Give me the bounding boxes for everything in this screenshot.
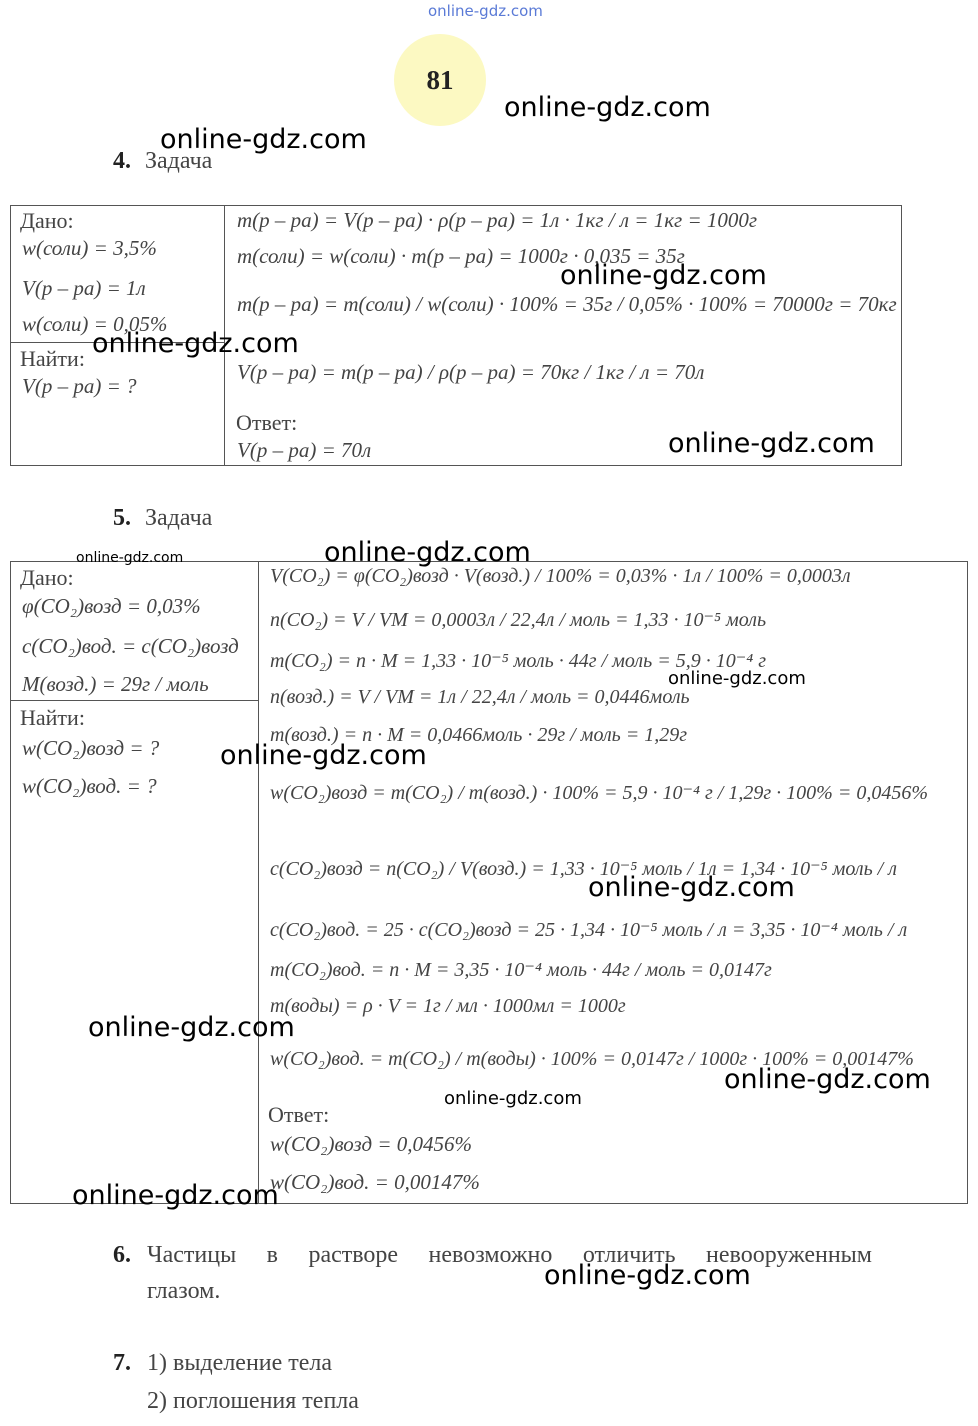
watermark: online-gdz.com [544, 1260, 751, 1291]
task4-given-1: w(соли) = 3,5% [22, 236, 157, 260]
task5-find-label: Найти: [20, 705, 85, 730]
task4-find-1: V(р – ра) = ? [22, 374, 137, 398]
watermark: online-gdz.com [560, 260, 767, 291]
task4-solution-3: m(р – ра) = m(соли) / w(соли) · 100% = 35г / 0,05% · 100% = 70000г = 70кг [237, 292, 897, 316]
task5-given-find-divider [10, 700, 258, 701]
task5-title: Задача [145, 505, 213, 531]
watermark: online-gdz.com [444, 1088, 582, 1109]
task4-number: 4. [113, 148, 131, 174]
watermark: online-gdz.com [588, 872, 795, 903]
task4-solution-4: V(р – ра) = m(р – ра) / ρ(р – ра) = 70кг / 1кг / л = 70л [237, 360, 705, 384]
task5-solution-11: w(CO₂)вод. = m(CO₂) / m(воды) · 100% = 0,0147г / 1000г · 100% = 0,00147% [270, 1048, 914, 1070]
task4-solution-1: m(р – ра) = V(р – ра) · ρ(р – ра) = 1л · 1кг / л = 1кг = 1000г [237, 208, 758, 232]
task4-solution-2: m(соли) = w(соли) · m(р – ра) = 1000г · 0,035 = 35г [237, 244, 685, 268]
task4-answer: V(р – ра) = 70л [237, 438, 372, 462]
task5-solution-1: V(CO₂) = φ(CO₂)возд · V(возд.) / 100% = 0,03% · 1л / 100% = 0,0003л [270, 565, 851, 587]
task5-heading [113, 505, 212, 532]
top-watermark: online-gdz.com [428, 2, 543, 20]
watermark: online-gdz.com [220, 740, 427, 771]
watermark: online-gdz.com [72, 1180, 279, 1211]
watermark: online-gdz.com [160, 124, 367, 155]
watermark: online-gdz.com [504, 92, 711, 123]
task5-find-2: w(CO₂)вод. = ? [22, 774, 157, 798]
task5-solution-3: m(CO₂) = n · M = 1,33 · 10⁻⁵ моль · 44г / моль = 5,9 · 10⁻⁴ г [270, 650, 767, 672]
watermark: online-gdz.com [324, 537, 531, 568]
task6-number: 6. [113, 1242, 131, 1268]
watermark: online-gdz.com [76, 550, 184, 566]
watermark: online-gdz.com [88, 1012, 295, 1043]
task5-solution-4: n(возд.) = V / VM = 1л / 22,4л / моль = 0,0446моль [270, 686, 690, 708]
watermark: online-gdz.com [668, 668, 806, 689]
task5-find-1: w(CO₂)возд = ? [22, 736, 160, 760]
task7-item-2: 2) поглошения тепла [147, 1388, 359, 1414]
task5-divider [258, 561, 259, 1203]
task4-given-3: w(соли) = 0,05% [22, 312, 168, 336]
task5-given-1: φ(CO₂)возд = 0,03% [22, 594, 201, 618]
page-number: 81 [394, 34, 486, 126]
task5-given-2: c(CO₂)вод. = c(CO₂)возд [22, 634, 239, 658]
task6-text-line2: глазом. [147, 1278, 221, 1304]
task5-number: 5. [113, 505, 131, 531]
task4-title: Задача [145, 148, 213, 174]
task7-item-1: 1) выделение тела [147, 1350, 333, 1376]
task6-text-line1: Частицы в растворе невозможно отличить невооруженным [147, 1242, 872, 1268]
task5-answer-2: w(CO₂)вод. = 0,00147% [270, 1170, 480, 1194]
task4-given-2: V(р – ра) = 1л [22, 276, 146, 300]
task4-given-label: Дано: [20, 208, 74, 233]
task7-number: 7. [113, 1350, 131, 1376]
task5-solution-10: m(воды) = ρ · V = 1г / мл · 1000мл = 1000г [270, 995, 626, 1017]
task4-find-label: Найти: [20, 346, 85, 371]
watermark: online-gdz.com [668, 428, 875, 459]
task5-solution-8: c(CO₂)вод. = 25 · c(CO₂)возд = 25 · 1,34 · 10⁻⁵ моль / л = 3,35 · 10⁻⁴ моль / л [270, 919, 908, 941]
task5-solution-9: m(CO₂)вод. = n · M = 3,35 · 10⁻⁴ моль · 44г / моль = 0,0147г [270, 959, 772, 981]
task5-answer-1: w(CO₂)возд = 0,0456% [270, 1132, 472, 1156]
task5-solution-2: n(CO₂) = V / VM = 0,0003л / 22,4л / моль = 1,33 · 10⁻⁵ моль [270, 609, 767, 631]
task5-solution-7: c(CO₂)возд = n(CO₂) / V(возд.) = 1,33 · 10⁻⁵ моль / 1л = 1,34 · 10⁻⁵ моль / л [270, 858, 897, 880]
task5-solution-5: m(возд.) = n · M = 0,0466моль · 29г / моль = 1,29г [270, 724, 688, 746]
task5-given-3: M(возд.) = 29г / моль [22, 672, 209, 696]
watermark: online-gdz.com [724, 1064, 931, 1095]
task5-solution-6: w(CO₂)возд = m(CO₂) / m(возд.) · 100% = 5,9 · 10⁻⁴ г / 1,29г · 100% = 0,0456% [270, 782, 928, 804]
task5-answer-label: Ответ: [268, 1102, 330, 1127]
watermark: online-gdz.com [92, 328, 299, 359]
task5-given-label: Дано: [20, 565, 74, 590]
task4-answer-label: Ответ: [236, 410, 298, 435]
